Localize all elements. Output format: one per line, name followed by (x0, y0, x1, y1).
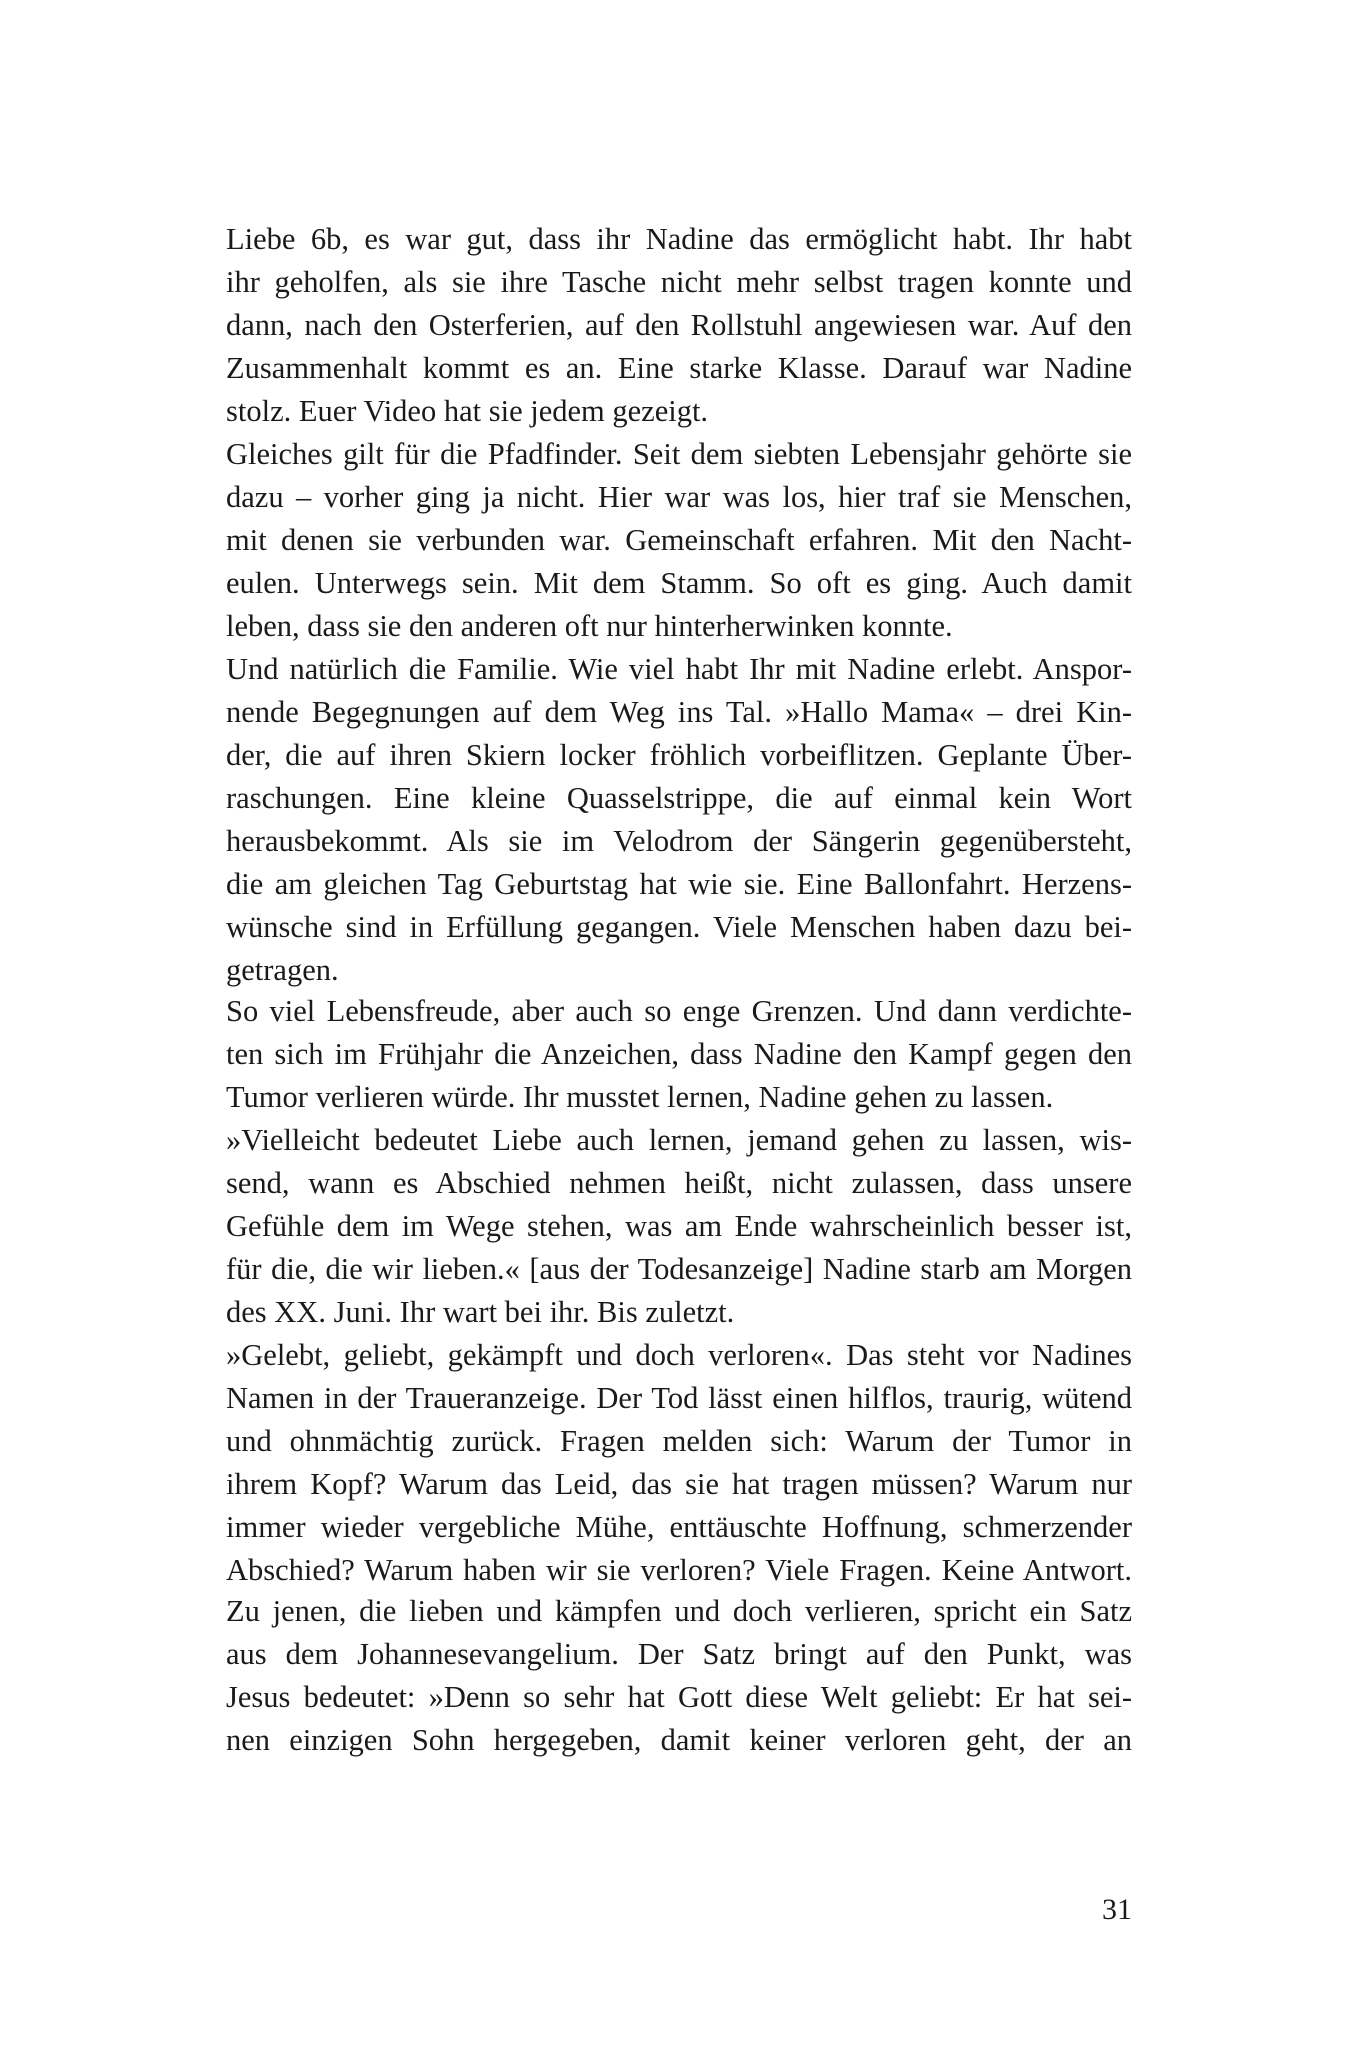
paragraph-3 (226, 1590, 1132, 1762)
text-line: der, die auf ihren Skiern locker fröhlich vorbeiflitzen. Geplante Über- (226, 738, 1132, 772)
text-line: Gefühle dem im Wege stehen, was am Ende wahrscheinlich besser ist, (226, 1209, 1132, 1243)
text-line: Liebe 6b, es war gut, dass ihr Nadine das ermöglicht habt. Ihr habt (226, 222, 1132, 256)
text-line: Und natürlich die Familie. Wie viel habt Ihr mit Nadine erlebt. Anspor- (226, 652, 1132, 686)
text-line: nende Begegnungen auf dem Weg ins Tal. »Hallo Mama« – drei Kin- (226, 695, 1132, 729)
text-line: dazu – vorher ging ja nicht. Hier war was los, hier traf sie Menschen, (226, 480, 1132, 514)
text-line: herausbekommt. Als sie im Velodrom der Sängerin gegenübersteht, (226, 824, 1132, 858)
text-line: stolz. Euer Video hat sie jedem gezeigt. (226, 394, 709, 428)
text-line: und ohnmächtig zurück. Fragen melden sich: Warum der Tumor in (226, 1424, 1132, 1458)
text-line: raschungen. Eine kleine Quasselstrippe, die auf einmal kein Wort (226, 781, 1132, 815)
text-line: aus dem Johannesevangelium. Der Satz bringt auf den Punkt, was (226, 1637, 1132, 1671)
text-line: Tumor verlieren würde. Ihr musstet lernen, Nadine gehen zu lassen. (226, 1080, 1054, 1114)
text-line: Zusammenhalt kommt es an. Eine starke Klasse. Darauf war Nadine (226, 351, 1132, 385)
text-line: Zu jenen, die lieben und kämpfen und doch verlieren, spricht ein Satz (226, 1594, 1132, 1628)
paragraph-1 (226, 218, 1132, 992)
text-line: Jesus bedeutet: »Denn so sehr hat Gott diese Welt geliebt: Er hat sei- (226, 1680, 1132, 1714)
text-line: »Gelebt, geliebt, gekämpft und doch verloren«. Das steht vor Nadines (226, 1338, 1132, 1372)
text-line: eulen. Unterwegs sein. Mit dem Stamm. So oft es ging. Auch damit (226, 566, 1132, 600)
text-line: die am gleichen Tag Geburtstag hat wie sie. Eine Ballonfahrt. Herzens- (226, 867, 1132, 901)
text-line: send, wann es Abschied nehmen heißt, nicht zulassen, dass unsere (226, 1166, 1132, 1200)
paragraph-2 (226, 990, 1132, 1592)
text-line: ihrem Kopf? Warum das Leid, das sie hat tragen müssen? Warum nur (226, 1467, 1132, 1501)
text-line: dann, nach den Osterferien, auf den Rollstuhl angewiesen war. Auf den (226, 308, 1132, 342)
text-line: Abschied? Warum haben wir sie verloren? Viele Fragen. Keine Antwort. (226, 1553, 1132, 1587)
text-line: nen einzigen Sohn hergegeben, damit keiner verloren geht, der an (226, 1723, 1132, 1757)
text-line: Namen in der Traueranzeige. Der Tod lässt einen hilflos, traurig, wütend (226, 1381, 1132, 1415)
text-line: wünsche sind in Erfüllung gegangen. Viele Menschen haben dazu bei- (226, 910, 1132, 944)
text-line: mit denen sie verbunden war. Gemeinschaft erfahren. Mit den Nacht- (226, 523, 1132, 557)
text-line: ten sich im Frühjahr die Anzeichen, dass Nadine den Kampf gegen den (226, 1037, 1132, 1071)
page-number: 31 (1102, 1893, 1132, 1926)
text-line: des XX. Juni. Ihr wart bei ihr. Bis zuletzt. (226, 1295, 735, 1329)
text-line: leben, dass sie den anderen oft nur hinterherwinken konnte. (226, 609, 953, 643)
text-line: getragen. (226, 953, 339, 987)
text-line: »Vielleicht bedeutet Liebe auch lernen, jemand gehen zu lassen, wis- (226, 1123, 1132, 1157)
text-line: ihr geholfen, als sie ihre Tasche nicht mehr selbst tragen konnte und (226, 265, 1132, 299)
text-line: So viel Lebensfreude, aber auch so enge Grenzen. Und dann verdichte- (226, 994, 1132, 1028)
text-line: immer wieder vergebliche Mühe, enttäuschte Hoffnung, schmerzender (226, 1510, 1132, 1544)
text-line: Gleiches gilt für die Pfadfinder. Seit dem siebten Lebensjahr gehörte sie (226, 437, 1132, 471)
text-line: für die, die wir lieben.« [aus der Todesanzeige] Nadine starb am Morgen (226, 1252, 1132, 1286)
